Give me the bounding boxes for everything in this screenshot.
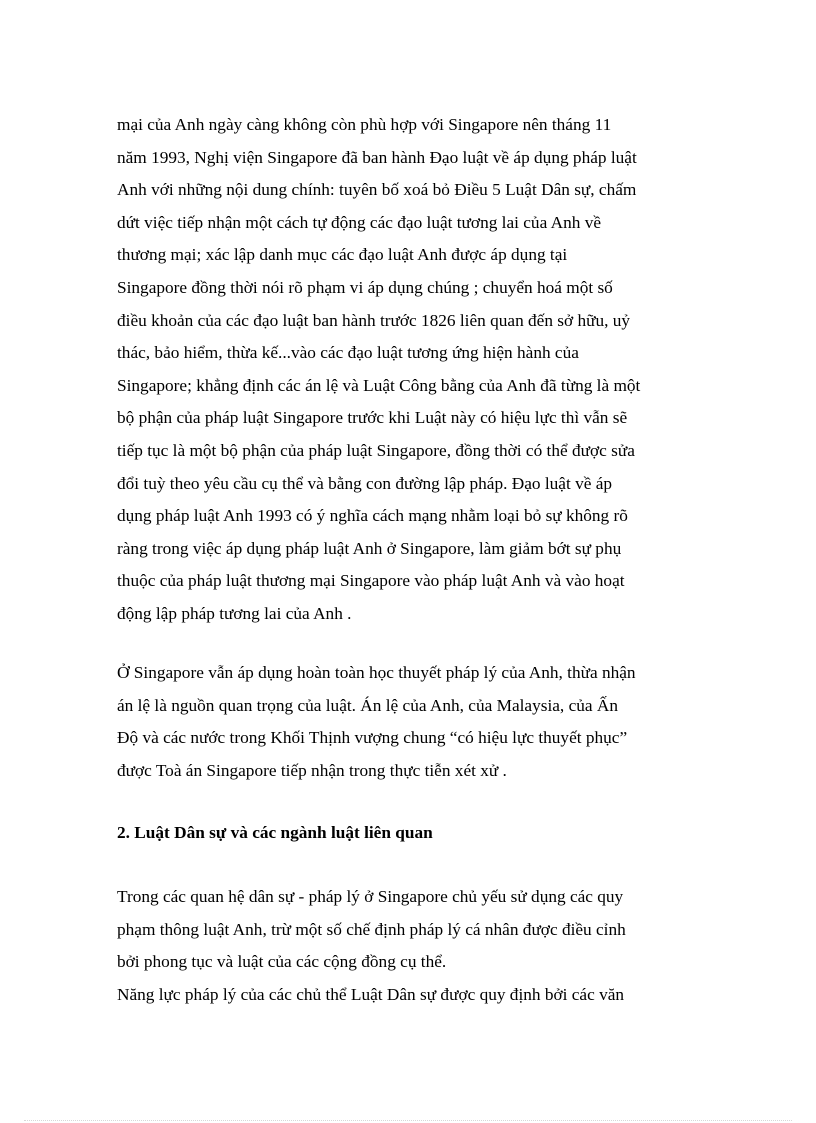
text-line: thương mại; xác lập danh mục các đạo luật Anh được áp dụng tại bbox=[117, 245, 568, 265]
text-line: ràng trong việc áp dụng pháp luật Anh ở Singapore, làm giảm bớt sự phụ bbox=[117, 538, 622, 558]
text-line: Độ và các nước trong Khối Thịnh vượng chung “có hiệu lực thuyết phục” bbox=[117, 728, 628, 748]
section-heading-text: 2. Luật Dân sự và các ngành luật liên quan bbox=[117, 823, 433, 842]
text-line: điều khoản của các đạo luật ban hành trước 1826 liên quan đến sở hữu, uỷ bbox=[117, 310, 631, 330]
text-line: động lập pháp tương lai của Anh . bbox=[117, 603, 352, 623]
text-line: năm 1993, Nghị viện Singapore đã ban hành Đạo luật về áp dụng pháp luật bbox=[117, 147, 637, 167]
paragraph-legal-doctrine bbox=[117, 657, 717, 787]
paragraph-civil-relations bbox=[117, 881, 717, 1011]
text-line: Trong các quan hệ dân sự - pháp lý ở Singapore chủ yếu sử dụng các quy bbox=[117, 887, 624, 906]
text-line: bộ phận của pháp luật Singapore trước khi Luật này có hiệu lực thì vẫn sẽ bbox=[117, 408, 628, 428]
section-heading bbox=[117, 817, 717, 850]
page-bottom-rule bbox=[24, 1120, 792, 1121]
text-line: thuộc của pháp luật thương mại Singapore vào pháp luật Anh và vào hoạt bbox=[117, 571, 625, 591]
text-line: án lệ là nguồn quan trọng của luật. Án lệ của Anh, của Malaysia, của Ấn bbox=[117, 695, 618, 715]
text-line: Singapore; khẳng định các án lệ và Luật Công bằng của Anh đã từng là một bbox=[117, 375, 641, 395]
text-line: đổi tuỳ theo yêu cầu cụ thể và bằng con đường lập pháp. Đạo luật về áp bbox=[117, 473, 613, 493]
text-line: bởi phong tục và luật của các cộng đồng cụ thể. bbox=[117, 952, 447, 972]
paragraph-english-law-application-act bbox=[117, 109, 717, 631]
text-line: được Toà án Singapore tiếp nhận trong thực tiễn xét xử . bbox=[117, 760, 507, 780]
text-line: dụng pháp luật Anh 1993 có ý nghĩa cách mạng nhằm loại bỏ sự không rõ bbox=[117, 506, 628, 526]
text-line: Ở Singapore vẫn áp dụng hoàn toàn học thuyết pháp lý của Anh, thừa nhận bbox=[117, 663, 636, 682]
text-line: tiếp tục là một bộ phận của pháp luật Singapore, đồng thời có thể được sửa bbox=[117, 440, 635, 460]
text-line: thác, bảo hiểm, thừa kế...vào các đạo luật tương ứng hiện hành của bbox=[117, 343, 579, 363]
text-line: Năng lực pháp lý của các chủ thể Luật Dân sự được quy định bởi các văn bbox=[117, 984, 625, 1004]
text-line: phạm thông luật Anh, trừ một số chế định pháp lý cá nhân được điều cỉnh bbox=[117, 919, 626, 939]
text-line: mại của Anh ngày càng không còn phù hợp với Singapore nên tháng 11 bbox=[117, 115, 612, 134]
text-line: Singapore đồng thời nói rõ phạm vi áp dụng chúng ; chuyển hoá một số bbox=[117, 277, 613, 297]
text-line: Anh với những nội dung chính: tuyên bố xoá bỏ Điều 5 Luật Dân sự, chấm bbox=[117, 180, 637, 200]
text-line: dứt việc tiếp nhận một cách tự động các đạo luật tương lai của Anh về bbox=[117, 212, 602, 232]
